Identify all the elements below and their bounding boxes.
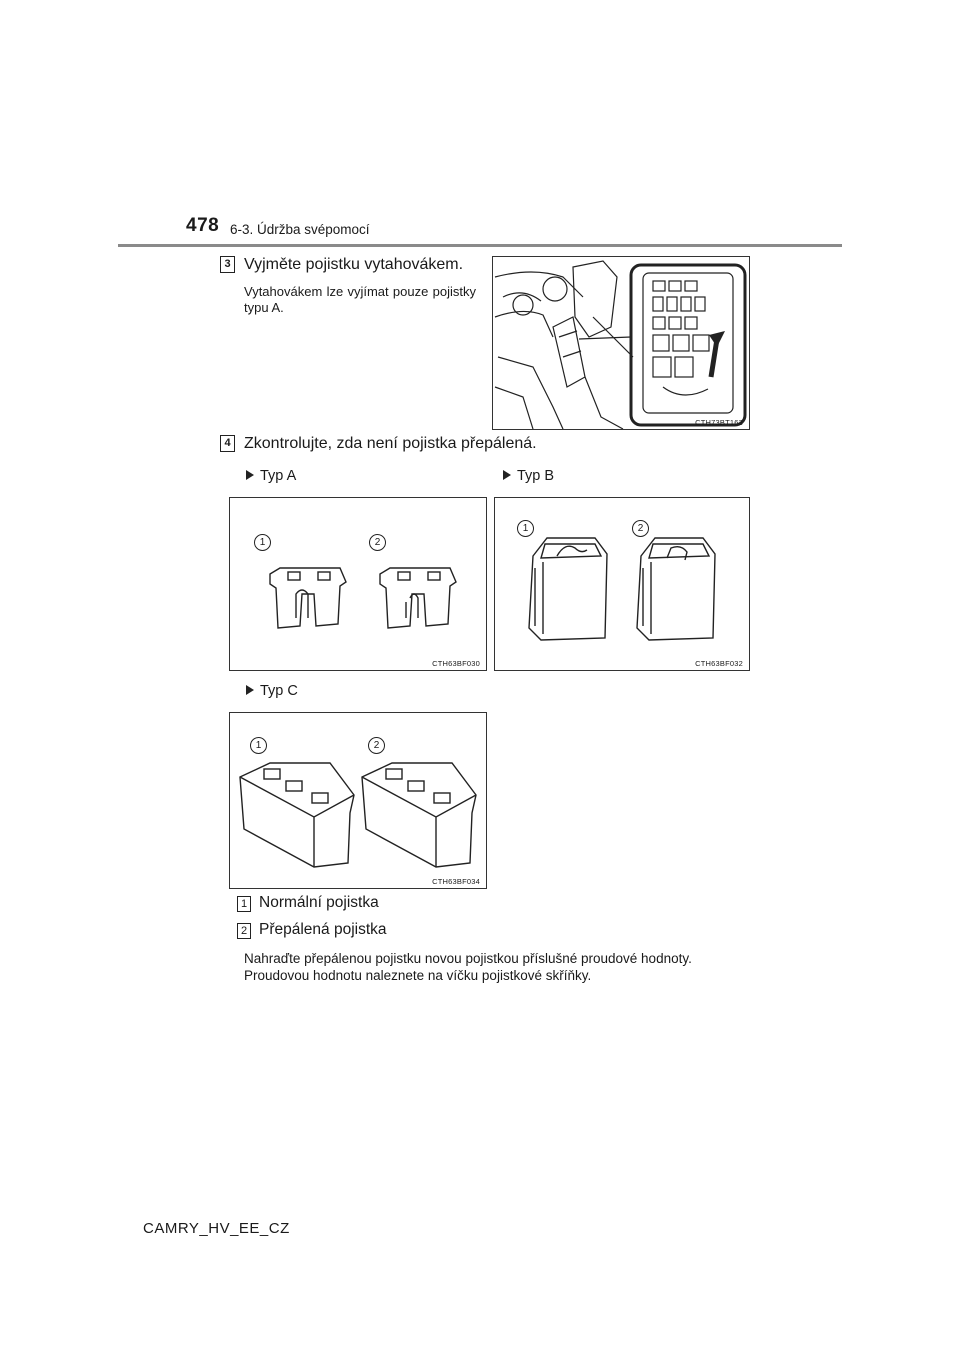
legend-text-normal-fuse: Normální pojistka bbox=[259, 894, 379, 911]
callout-1: 1 bbox=[517, 520, 534, 537]
triangle-bullet-icon bbox=[246, 685, 254, 695]
header-divider bbox=[118, 244, 842, 247]
type-c-figure bbox=[229, 712, 487, 889]
step-3-title: Vyjměte pojistku vytahovákem. bbox=[244, 256, 464, 273]
model-code: CAMRY_HV_EE_CZ bbox=[143, 1220, 290, 1237]
figure-code: CTH63BF032 bbox=[695, 659, 743, 668]
callout-1: 1 bbox=[254, 534, 271, 551]
callout-1: 1 bbox=[250, 737, 267, 754]
step-4-title: Zkontrolujte, zda není pojistka přepálená. bbox=[244, 435, 537, 452]
box-fuse-drawing bbox=[230, 713, 486, 888]
type-a-label: Typ A bbox=[246, 468, 296, 484]
callout-2: 2 bbox=[368, 737, 385, 754]
blade-fuse-drawing bbox=[230, 498, 486, 670]
section-title: 6-3. Údržba svépomocí bbox=[230, 222, 370, 237]
figure-code: CTH63BF030 bbox=[432, 659, 480, 668]
callout-2: 2 bbox=[369, 534, 386, 551]
replacement-note-line-2: Proudovou hodnotu naleznete na víčku pojistkové skříňky. bbox=[244, 968, 592, 983]
engine-bay-drawing bbox=[493, 257, 749, 429]
cartridge-fuse-drawing bbox=[495, 498, 749, 670]
legend-number-2: 2 bbox=[237, 923, 251, 939]
legend-number-1: 1 bbox=[237, 896, 251, 912]
legend-text-blown-fuse: Přepálená pojistka bbox=[259, 921, 387, 938]
callout-2: 2 bbox=[632, 520, 649, 537]
type-b-label: Typ B bbox=[503, 468, 554, 484]
replacement-note-line-1: Nahraďte přepálenou pojistku novou pojistkou příslušné proudové hodnoty. bbox=[244, 951, 692, 966]
figure-code: CTH63BF034 bbox=[432, 877, 480, 886]
type-c-label: Typ C bbox=[246, 683, 298, 699]
step-3-badge: 3 bbox=[220, 256, 235, 273]
type-b-figure bbox=[494, 497, 750, 671]
step-4-badge: 4 bbox=[220, 435, 235, 452]
page-number: 478 bbox=[186, 215, 220, 236]
triangle-bullet-icon bbox=[503, 470, 511, 480]
figure-code: CTH73BT163 bbox=[695, 418, 743, 427]
type-a-figure bbox=[229, 497, 487, 671]
triangle-bullet-icon bbox=[246, 470, 254, 480]
fuse-puller-illustration bbox=[492, 256, 750, 430]
step-3-note: Vytahovákem lze vyjímat pouze pojistky typu A. bbox=[244, 284, 476, 315]
